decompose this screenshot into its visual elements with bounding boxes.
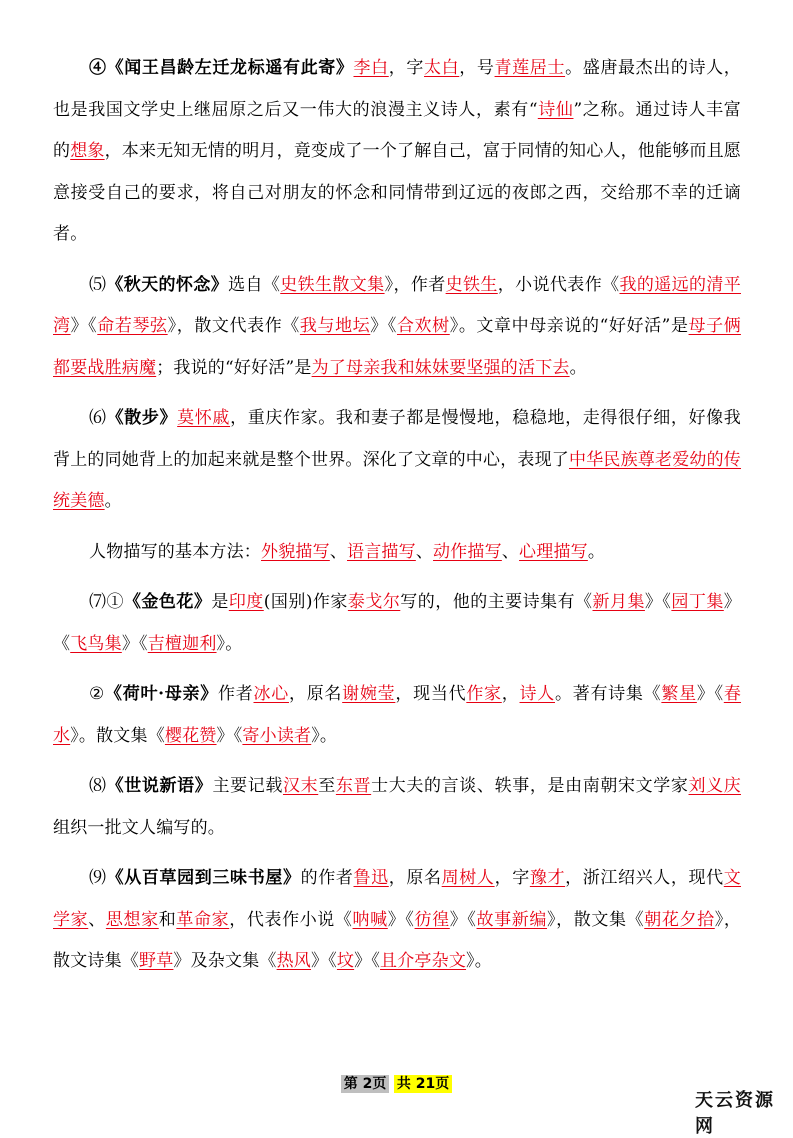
body-text: ⑻	[89, 776, 107, 796]
answer-text: 合欢树	[396, 316, 450, 336]
body-text: ，本来无知无情的明月，竟变成了一个了解自己，富于同情的知心人，他能够而且愿意接受自己的要求，将自己对朋友的怀念和同情带到辽远的夜郎之西，交给那不幸的迁谪者。	[53, 141, 742, 244]
title-text: 《世说新语》	[106, 776, 213, 796]
answer-text: 命若琴弦	[97, 316, 168, 336]
answer-text: 太白	[424, 58, 460, 78]
answer-text: 外貌描写	[261, 541, 330, 562]
title-text: ④《闻王昌龄左迁龙标遥有此寄》	[89, 58, 354, 78]
body-text: 主要记载	[212, 776, 283, 796]
body-text: ，现当代	[395, 684, 467, 704]
body-text: 和	[158, 909, 177, 930]
body-text: 、	[415, 541, 434, 562]
body-text: (国别)作家	[263, 592, 348, 612]
paragraph-wang-changling	[53, 48, 741, 256]
body-text: ，重庆作家。我和妻子都是慢慢地，稳稳地，走得很仔细，好像我背上的同她背上的加起来就是整个世界。深化了文章的中心，表现了	[53, 408, 741, 470]
body-text: 写的，他的主要诗集有《	[400, 592, 593, 612]
title-text: 《金色花》	[123, 592, 212, 612]
body-text: ，号	[459, 58, 495, 78]
body-text: 》《	[644, 592, 672, 612]
paragraph-golden-flower	[53, 582, 741, 665]
title-text: 《秋天的怀念》	[106, 274, 229, 295]
answer-text: 作家	[466, 684, 502, 704]
body-text: 》《	[387, 909, 415, 930]
body-text: 、	[501, 541, 520, 562]
body-text: 。	[587, 541, 606, 562]
body-text: 》《	[354, 951, 381, 971]
answer-text: 东晋	[335, 776, 372, 796]
body-text: 》。散文集《	[70, 725, 165, 746]
body-text: 。盛唐最杰出的诗人，也是我国文学史上继屈原之后又一伟大的浪漫主义诗人，素有“	[53, 58, 741, 120]
body-text: 》，散文诗集《	[53, 909, 742, 971]
answer-text: 周树人	[441, 868, 495, 888]
answer-text: 诗人	[519, 684, 555, 704]
answer-text: 革命家	[176, 909, 230, 930]
answer-text: 语言描写	[347, 541, 416, 562]
body-text: ，代表作小说《	[229, 909, 353, 930]
body-text: 选自《	[228, 274, 281, 295]
answer-text: 寄小读者	[242, 725, 312, 746]
body-text: 人物描写的基本方法：	[89, 541, 261, 562]
body-text: 》《	[696, 684, 724, 704]
answer-text: 鲁迅	[353, 868, 389, 888]
paragraph-autumn-memory	[53, 265, 741, 390]
paragraph-a-walk	[53, 398, 741, 523]
body-text: 》《	[216, 725, 243, 746]
title-text: 《散步》	[106, 408, 178, 428]
answer-text: 春水	[53, 684, 742, 746]
answer-text: 印度	[228, 592, 264, 612]
body-text: 》《	[121, 633, 148, 654]
body-text: 的作者	[300, 868, 354, 888]
answer-text: 泰戈尔	[347, 592, 401, 612]
body-text: ；我说的“好好活”是	[156, 357, 312, 378]
answer-text: 故事新编	[476, 909, 548, 930]
body-text: ，原名	[288, 684, 343, 704]
body-text: 作者	[218, 684, 254, 704]
answer-text: 心理描写	[519, 541, 588, 562]
body-text: 》。	[311, 725, 338, 746]
answer-text: 莫怀戚	[177, 408, 231, 428]
answer-text: 冰心	[253, 684, 289, 704]
answer-text: 动作描写	[433, 541, 502, 562]
answer-text: 且介亭杂文	[380, 951, 467, 971]
body-text: 》。	[216, 633, 243, 654]
body-text: ⑺①	[89, 592, 124, 612]
paragraph-character-description	[53, 532, 741, 574]
body-text: 》《	[70, 316, 98, 336]
answer-text: 豫才	[529, 868, 566, 888]
body-text: ，字	[494, 868, 530, 888]
body-text: 》，散文集《	[547, 909, 645, 930]
answer-text: 繁星	[661, 684, 697, 704]
answer-text: 文学家	[53, 868, 741, 930]
body-text: ，字	[388, 58, 425, 78]
body-text: 。著有诗集《	[554, 684, 662, 704]
body-text: ⑹	[89, 408, 107, 428]
answer-text: 刘义庆	[688, 776, 741, 796]
body-text: ⑸	[89, 274, 107, 295]
answer-text: 野草	[139, 951, 174, 971]
answer-text: 母子俩都要战胜病魔	[53, 316, 741, 378]
body-text: 、	[88, 909, 106, 930]
answer-text: 彷徨	[414, 909, 450, 930]
answer-text: 新月集	[592, 592, 645, 612]
watermark-text: 天云资源网	[695, 1090, 775, 1137]
body-text: 》。	[466, 951, 492, 971]
answer-text: 我的遥远的清平湾	[53, 274, 741, 336]
body-text: 》。文章中母亲说的“好好活”是	[449, 316, 689, 336]
answer-text: 我与地坛	[299, 316, 371, 336]
answer-text: 谢婉莹	[342, 684, 396, 704]
answer-text: 坟	[336, 951, 355, 971]
current-page-label: 第 2页	[341, 1075, 390, 1093]
body-text: 、	[329, 541, 348, 562]
body-text: ②	[89, 684, 105, 704]
answer-text: 为了母亲我和妹妹要坚强的活下去	[311, 357, 570, 378]
document-body	[53, 48, 741, 992]
body-text: 组织一批文人编写的。	[53, 817, 225, 838]
answer-text: 热风	[276, 951, 312, 971]
body-text: ，	[501, 684, 520, 704]
body-text: 是	[211, 592, 229, 612]
body-text: 》《	[53, 592, 741, 654]
body-text: 》《	[311, 951, 337, 971]
body-text: 》及杂文集《	[173, 951, 277, 971]
title-text: 《荷叶·母亲》	[104, 684, 219, 704]
answer-text: 青莲居士	[494, 58, 566, 78]
paragraph-shishuo-xinyu	[53, 766, 741, 849]
title-text: 《从百草园到三味书屋》	[106, 868, 301, 888]
body-text: 至	[318, 776, 336, 796]
answer-text: 呐喊	[352, 909, 388, 930]
body-text: ，原名	[388, 868, 442, 888]
total-pages-label: 共 21页	[394, 1075, 452, 1093]
body-text: ⑼	[89, 868, 107, 888]
answer-text: 史铁生散文集	[280, 274, 385, 295]
body-text: 》《	[449, 909, 477, 930]
body-text: 。	[104, 491, 122, 511]
body-text: 士大夫的言谈、轶事，是由南朝宋文学家	[371, 776, 689, 796]
body-text: ，浙江绍兴人，现代	[565, 868, 724, 888]
body-text: 。	[569, 357, 587, 378]
answer-text: 李白	[353, 58, 389, 78]
answer-text: 樱花赞	[164, 725, 217, 746]
answer-text: 想象	[70, 141, 105, 161]
answer-text: 思想家	[105, 909, 159, 930]
body-text: ”之称。通过诗人丰富的	[53, 99, 741, 161]
answer-text: 园丁集	[671, 592, 724, 612]
answer-text: 吉檀迦利	[147, 633, 217, 654]
answer-text: 汉末	[282, 776, 319, 796]
answer-text: 飞鸟集	[70, 633, 122, 654]
page-footer	[0, 1073, 793, 1093]
answer-text: 中华民族尊老爱幼的传统美德	[53, 449, 741, 511]
answer-text: 史铁生	[445, 274, 498, 295]
answer-text: 朝花夕拾	[644, 909, 715, 930]
body-text: 》，散文代表作《	[167, 316, 300, 336]
body-text: 》《	[370, 316, 397, 336]
paragraph-baicaoyuan	[53, 858, 741, 983]
paragraph-lotus-leaf-mother	[53, 674, 741, 757]
body-text: ，小说代表作《	[497, 274, 620, 295]
answer-text: 诗仙	[537, 99, 574, 120]
body-text: 》，作者	[384, 274, 446, 295]
